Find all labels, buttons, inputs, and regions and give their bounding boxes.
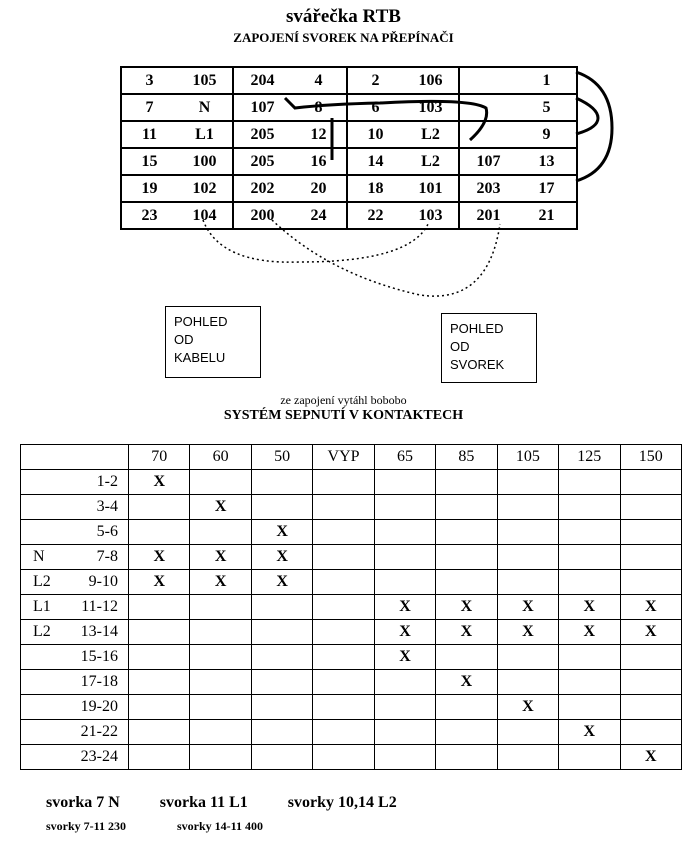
terminal-cell: 107 — [459, 148, 517, 175]
terminal-cell: 104 — [192, 206, 217, 224]
contact-cell — [190, 595, 251, 620]
contact-cell — [374, 470, 435, 495]
row-label — [21, 545, 129, 570]
contact-cell — [374, 720, 435, 745]
column-header: 70 — [129, 445, 190, 470]
contact-cell — [497, 545, 558, 570]
contact-cell — [436, 520, 497, 545]
contact-cell — [497, 745, 558, 770]
contact-cell — [313, 720, 374, 745]
terminal-cell: 24 — [310, 206, 327, 224]
terminal-cell: 100 — [192, 152, 217, 170]
contact-cell: X — [559, 620, 620, 645]
terminal-cell: 6 — [347, 94, 403, 121]
row-range: 17-18 — [80, 673, 118, 690]
row-range: 23-24 — [80, 748, 118, 765]
contact-cell: X — [251, 545, 312, 570]
terminal-cell: 23 — [121, 202, 177, 229]
dotted-view-svorek — [272, 220, 500, 296]
contact-cell — [129, 520, 190, 545]
row-label — [21, 720, 129, 745]
page-title: svářečka RTB — [286, 6, 401, 27]
contact-cell — [190, 720, 251, 745]
contact-cell — [190, 645, 251, 670]
contact-cell — [251, 470, 312, 495]
box-line: OD — [450, 339, 470, 354]
column-header: 125 — [559, 445, 620, 470]
terminal-cell: 16 — [310, 152, 327, 170]
contact-cell: X — [436, 670, 497, 695]
contact-cell — [436, 545, 497, 570]
contact-cell: X — [497, 695, 558, 720]
footer-item: svorky 14-11 400 — [177, 819, 264, 833]
contact-cell — [251, 695, 312, 720]
table-row — [21, 545, 682, 570]
row-range: 11-12 — [81, 598, 118, 615]
contact-cell — [129, 595, 190, 620]
contact-cell — [190, 620, 251, 645]
terminal-cell: 203 — [459, 175, 517, 202]
terminal-cell: N — [198, 98, 211, 116]
footer-item: svorka 11 L1 — [159, 794, 248, 811]
view-from-terminals-box — [441, 313, 537, 383]
row-label — [21, 645, 129, 670]
box-line: KABELU — [174, 350, 226, 365]
row-range: 1-2 — [96, 473, 118, 490]
terminal-cell: 14 — [347, 148, 403, 175]
contact-cell — [313, 645, 374, 670]
footer-item: svorky 7-11 230 — [46, 819, 127, 833]
contact-cell — [251, 745, 312, 770]
contact-cell — [497, 645, 558, 670]
row-label — [21, 745, 129, 770]
row-label — [21, 495, 129, 520]
terminal-cell: 21 — [517, 202, 577, 229]
contact-cell — [559, 695, 620, 720]
table-row — [21, 495, 682, 520]
terminal-cell: 11 — [121, 121, 177, 148]
contact-cell — [190, 520, 251, 545]
contact-cell — [497, 470, 558, 495]
terminal-cell: 103 — [418, 206, 443, 224]
contact-cell: X — [620, 595, 682, 620]
row-label — [21, 620, 129, 645]
terminal-cell: 9 — [517, 121, 577, 148]
terminal-cell: 12 — [310, 125, 327, 143]
contact-cell: X — [436, 620, 497, 645]
row-range: 9-10 — [88, 573, 118, 590]
table-row — [21, 595, 682, 620]
contact-cell: X — [620, 620, 682, 645]
contact-cell — [251, 645, 312, 670]
contact-cell — [374, 695, 435, 720]
contact-cell: X — [190, 495, 251, 520]
author-note: ze zapojení vytáhl bobobo — [280, 393, 407, 407]
contact-cell — [620, 695, 682, 720]
contact-cell — [620, 570, 682, 595]
terminal-cell: 205 — [233, 148, 291, 175]
switching-table — [20, 444, 682, 770]
contact-cell — [497, 720, 558, 745]
contact-cell — [313, 570, 374, 595]
terminal-cell: 19 — [121, 175, 177, 202]
contact-cell — [436, 695, 497, 720]
contact-cell — [620, 495, 682, 520]
contact-cell — [313, 520, 374, 545]
contact-cell — [559, 570, 620, 595]
column-header: 85 — [436, 445, 497, 470]
terminal-cell: 18 — [347, 175, 403, 202]
contact-cell — [374, 670, 435, 695]
contact-cell — [497, 570, 558, 595]
contact-cell — [620, 645, 682, 670]
contact-cell: X — [620, 745, 682, 770]
contact-cell — [436, 470, 497, 495]
contact-cell — [559, 520, 620, 545]
terminal-cell: 5 — [517, 94, 577, 121]
view-from-cable-box — [165, 306, 261, 378]
contact-cell — [559, 470, 620, 495]
terminal-cell: 15 — [121, 148, 177, 175]
contact-cell — [436, 645, 497, 670]
contact-cell — [620, 520, 682, 545]
contact-cell — [497, 670, 558, 695]
dotted-view-kabel — [203, 220, 428, 262]
page-subtitle: ZAPOJENÍ SVOREK NA PŘEPÍNAČI — [233, 30, 454, 45]
contact-cell: X — [129, 470, 190, 495]
contact-cell: X — [129, 545, 190, 570]
footer-line-1 — [46, 794, 433, 812]
table-row — [21, 745, 682, 770]
contact-cell — [129, 495, 190, 520]
table-row — [21, 620, 682, 645]
contact-cell — [374, 520, 435, 545]
box-line: POHLED — [450, 321, 504, 336]
column-header: VYP — [313, 445, 374, 470]
row-range: 5-6 — [96, 523, 118, 540]
contact-cell — [313, 595, 374, 620]
contact-cell — [620, 470, 682, 495]
terminal-cell: 201 — [459, 202, 517, 229]
contact-cell: X — [559, 595, 620, 620]
contact-cell — [620, 720, 682, 745]
contact-cell — [190, 670, 251, 695]
contact-cell: X — [559, 720, 620, 745]
row-range: 7-8 — [96, 548, 118, 565]
contact-cell — [129, 695, 190, 720]
contact-cell — [129, 720, 190, 745]
contact-cell — [497, 520, 558, 545]
table-row — [21, 720, 682, 745]
contact-cell — [313, 745, 374, 770]
table-row — [21, 570, 682, 595]
row-label — [21, 570, 129, 595]
terminal-cell: 10 — [347, 121, 403, 148]
terminal-cell: 13 — [517, 148, 577, 175]
row-range: 19-20 — [80, 698, 118, 715]
terminal-cell: 17 — [517, 175, 577, 202]
row-label — [21, 470, 129, 495]
contact-cell — [436, 570, 497, 595]
contact-cell — [374, 545, 435, 570]
contact-cell: X — [497, 620, 558, 645]
row-range: 3-4 — [96, 498, 118, 515]
terminal-cell: 102 — [192, 179, 217, 197]
terminal-cell: 2 — [347, 67, 403, 94]
row-range: 13-14 — [80, 623, 118, 640]
row-prefix: L2 — [33, 573, 51, 590]
contact-cell — [313, 470, 374, 495]
contact-cell — [251, 670, 312, 695]
contact-cell: X — [190, 545, 251, 570]
table-row — [21, 470, 682, 495]
contact-cell — [251, 620, 312, 645]
terminal-cell: L1 — [195, 125, 214, 143]
contact-cell — [129, 745, 190, 770]
system-title: SYSTÉM SEPNUTÍ V KONTAKTECH — [223, 408, 464, 423]
terminal-cell: 200 — [233, 202, 291, 229]
contact-cell — [559, 545, 620, 570]
terminal-cell: 105 — [192, 71, 217, 89]
terminal-cell: 103 — [418, 98, 443, 116]
contact-cell — [374, 745, 435, 770]
row-prefix: L1 — [33, 598, 51, 615]
row-label — [21, 595, 129, 620]
contact-cell: X — [374, 620, 435, 645]
column-header: 60 — [190, 445, 251, 470]
contact-cell — [559, 745, 620, 770]
contact-cell — [374, 495, 435, 520]
row-range: 21-22 — [80, 723, 118, 740]
contact-cell: X — [129, 570, 190, 595]
row-range: 15-16 — [80, 648, 118, 665]
wire-5-9-loop — [576, 98, 598, 134]
contact-cell: X — [436, 595, 497, 620]
contact-cell: X — [251, 520, 312, 545]
terminal-cell: 1 — [517, 67, 577, 94]
terminal-cell: 205 — [233, 121, 291, 148]
contact-cell — [559, 670, 620, 695]
contact-cell — [436, 720, 497, 745]
terminal-cell: 8 — [314, 98, 323, 116]
footer-item: svorky 10,14 L2 — [287, 794, 397, 811]
contact-cell: X — [190, 570, 251, 595]
contact-cell — [190, 745, 251, 770]
terminal-cell: 204 — [233, 67, 291, 94]
contact-cell — [190, 695, 251, 720]
table-row — [21, 695, 682, 720]
terminal-cell: 106 — [418, 71, 443, 89]
contact-cell — [559, 645, 620, 670]
contact-cell — [251, 595, 312, 620]
contact-cell — [313, 670, 374, 695]
column-header: 105 — [497, 445, 558, 470]
contact-cell — [620, 670, 682, 695]
corner-cell — [21, 445, 129, 470]
footer-line-2 — [46, 819, 311, 834]
row-label — [21, 670, 129, 695]
contact-cell — [374, 570, 435, 595]
contact-cell — [129, 670, 190, 695]
column-header: 150 — [620, 445, 682, 470]
contact-cell: X — [251, 570, 312, 595]
column-header: 65 — [374, 445, 435, 470]
wire-7-8-jumper — [285, 98, 487, 140]
terminal-cell: 22 — [347, 202, 403, 229]
contact-cell — [313, 620, 374, 645]
terminal-cell: L2 — [421, 152, 440, 170]
box-line: OD — [174, 332, 194, 347]
contact-cell — [190, 470, 251, 495]
table-row — [21, 670, 682, 695]
contact-cell — [620, 545, 682, 570]
table-row — [21, 520, 682, 545]
contact-cell: X — [374, 595, 435, 620]
terminal-cell: 7 — [121, 94, 177, 121]
contact-cell — [129, 620, 190, 645]
row-label — [21, 695, 129, 720]
contact-cell — [251, 720, 312, 745]
contact-cell — [559, 495, 620, 520]
contact-cell: X — [497, 595, 558, 620]
terminal-cell: 107 — [233, 94, 291, 121]
terminal-cell: 202 — [233, 175, 291, 202]
contact-cell — [313, 495, 374, 520]
contact-cell — [436, 745, 497, 770]
terminal-cell: L2 — [421, 125, 440, 143]
row-label — [21, 520, 129, 545]
row-prefix: N — [33, 548, 45, 565]
box-line: SVOREK — [450, 357, 505, 372]
terminal-cell: 101 — [418, 179, 443, 197]
contact-cell — [313, 545, 374, 570]
table-row — [21, 645, 682, 670]
terminal-cell: 3 — [121, 67, 177, 94]
contact-cell: X — [374, 645, 435, 670]
contact-cell — [497, 495, 558, 520]
footer-item: svorka 7 N — [46, 794, 120, 811]
contact-cell — [313, 695, 374, 720]
contact-cell — [436, 495, 497, 520]
row-prefix: L2 — [33, 623, 51, 640]
contact-cell — [251, 495, 312, 520]
box-line: POHLED — [174, 314, 228, 329]
column-header: 50 — [251, 445, 312, 470]
terminal-cell: 4 — [314, 71, 323, 89]
terminal-cell: 20 — [310, 179, 327, 197]
contact-cell — [129, 645, 190, 670]
